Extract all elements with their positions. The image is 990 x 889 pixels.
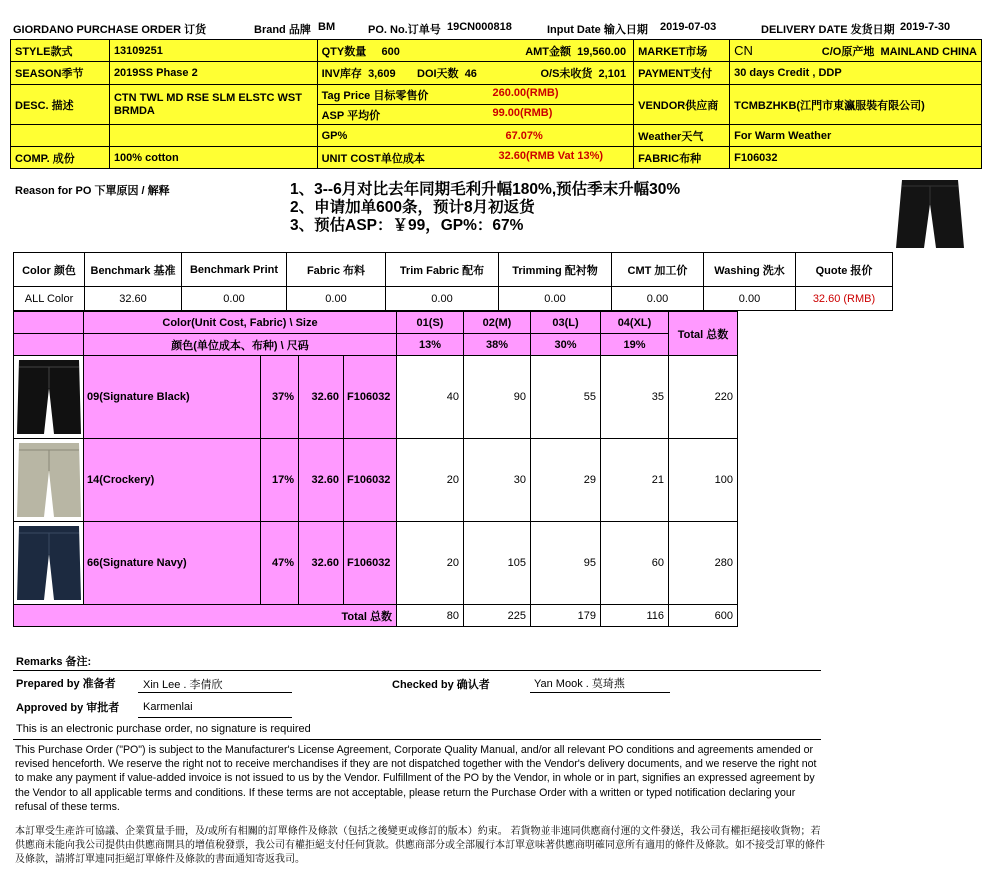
season-value: 2019SS Phase 2 [109, 62, 317, 85]
tag-price-cell [317, 85, 634, 105]
terms-chinese: 本訂單受生產許可協議、企業質量手冊，及/或所有相關的訂單條件及條款（包括之後變更或修訂的版本）約束。 若貨物並非連同供應商付運的文件發送，我公司有權拒絕接收貨物；若供應商未能向我公司提供由供應商開具的增值稅發票，我公司有權拒絕支付任何貨款。供應商部分或全部履行本訂單意味著供應商明確同意所有適用的條件及條款。如不接受訂單的條件及條款，請將訂單連同拒絕訂單條件及條款的書面通知寄返我司。 [15, 826, 825, 865]
electronic-note: This is an electronic purchase order, no signature is required [16, 723, 311, 735]
qty-label: QTY数量 [321, 45, 367, 58]
bench-header-color: Color 颜色 [14, 253, 85, 287]
bench-header-washing: Washing 洗水 [704, 253, 796, 287]
gp-value: 67.07% [505, 129, 543, 142]
prepared-underline [138, 692, 292, 693]
row-total: 220 [669, 356, 738, 439]
po-info-table [10, 39, 982, 169]
row-pct: 47% [261, 522, 299, 605]
qty-amt-cell [317, 40, 634, 62]
size-pct-xl: 19% [601, 334, 669, 356]
checked-label: Checked by 确认者 [392, 679, 490, 691]
asp-value: 99.00(RMB) [492, 106, 553, 119]
inv-cell [317, 62, 634, 85]
row-fabric: F106032 [344, 439, 397, 522]
blank-value [109, 125, 317, 147]
row-total: 280 [669, 522, 738, 605]
style-value: 13109251 [109, 40, 317, 62]
product-image [894, 178, 966, 254]
fabric-value: F106032 [730, 147, 982, 169]
doi-label: DOI天数 [417, 68, 459, 80]
market-value: CN [734, 42, 753, 58]
shorts-crockery-image [16, 441, 82, 519]
po-number-label: PO. No.订单号 [368, 24, 441, 36]
bench-value-quote: 32.60 (RMB) [796, 287, 893, 311]
bench-value-benchmark: 32.60 [85, 287, 182, 311]
grand-total-label: Total 总数 [14, 605, 397, 627]
swatch-cell [14, 522, 84, 605]
qty-cell: 20 [397, 522, 464, 605]
divider [13, 739, 821, 740]
qty-cell: 29 [531, 439, 601, 522]
qty-cell: 55 [531, 356, 601, 439]
row-color-name: 66(Signature Navy) [84, 522, 261, 605]
co-value: MAINLAND CHINA [880, 45, 977, 58]
table-row [14, 439, 738, 522]
unit-cost-cell [317, 147, 634, 169]
row-pct: 17% [261, 439, 299, 522]
vendor-value: TCMBZHKB(江門市東瀛服裝有限公司) [730, 85, 982, 125]
row-fabric: F106032 [344, 522, 397, 605]
qty-cell: 60 [601, 522, 669, 605]
market-label: MARKET市场 [634, 40, 730, 62]
swatch-cell [14, 439, 84, 522]
input-date-label: Input Date 输入日期 [547, 24, 648, 36]
qty-cell: 21 [601, 439, 669, 522]
prepared-label: Prepared by 准备者 [16, 678, 116, 690]
payment-value: 30 days Credit , DDP [730, 62, 982, 85]
row-color-name: 14(Crockery) [84, 439, 261, 522]
bench-value-washing: 0.00 [704, 287, 796, 311]
row-color-name: 09(Signature Black) [84, 356, 261, 439]
cs-header-line1: Color(Unit Cost, Fabric) \ Size [84, 312, 397, 334]
reason-label: Reason for PO 下單原因 / 解释 [15, 185, 170, 197]
bench-header-cmt: CMT 加工价 [612, 253, 704, 287]
po-title: GIORDANO PURCHASE ORDER 订货 [13, 24, 207, 36]
row-total: 100 [669, 439, 738, 522]
checked-underline [530, 692, 670, 693]
row-pct: 37% [261, 356, 299, 439]
qty-value: 600 [381, 45, 400, 58]
qty-cell: 40 [397, 356, 464, 439]
bench-value-cmt: 0.00 [612, 287, 704, 311]
asp-cell [317, 105, 634, 125]
style-label: STYLE款式 [11, 40, 110, 62]
desc-value: CTN TWL MD RSE SLM ELSTC WST BRMDA [109, 85, 317, 125]
payment-label: PAYMENT支付 [634, 62, 730, 85]
qty-cell: 105 [464, 522, 531, 605]
size-pct-l: 30% [531, 334, 601, 356]
bench-value-trimming: 0.00 [499, 287, 612, 311]
qty-cell: 20 [397, 439, 464, 522]
weather-label: Weather天气 [634, 125, 730, 147]
reason-line-1: 1、3--6月对比去年同期毛利升幅180%,预估季末升幅30% [290, 181, 681, 198]
qty-cell: 35 [601, 356, 669, 439]
approved-label: Approved by 审批者 [16, 702, 120, 714]
cs-total-header: Total 总数 [669, 312, 738, 356]
delivery-date-label: DELIVERY DATE 发货日期 [761, 24, 895, 36]
brand-value: BM [318, 21, 336, 33]
comp-label: COMP. 成份 [11, 147, 110, 169]
bench-header-trim-fabric: Trim Fabric 配布 [386, 253, 499, 287]
grand-total-row [14, 605, 738, 627]
remarks-label: Remarks 备注: [16, 656, 92, 668]
desc-label: DESC. 描述 [11, 85, 110, 125]
season-label: SEASON季节 [11, 62, 110, 85]
swatch-cell [14, 356, 84, 439]
bench-header-trimming: Trimming 配衬物 [499, 253, 612, 287]
grand-total-s: 80 [397, 605, 464, 627]
bench-value-print: 0.00 [182, 287, 287, 311]
shorts-black-image [16, 358, 82, 436]
tag-price-value: 260.00(RMB) [492, 86, 559, 99]
grand-total-xl: 116 [601, 605, 669, 627]
bench-header-print: Benchmark Print [182, 253, 287, 287]
asp-label: ASP 平均价 [321, 109, 381, 122]
approved-underline [138, 717, 292, 718]
cs-corner-2 [14, 334, 84, 356]
input-date: 2019-07-03 [660, 21, 717, 33]
reason-text [290, 181, 680, 235]
grand-total: 600 [669, 605, 738, 627]
co-label: C/O原产地 [821, 45, 875, 58]
cs-corner [14, 312, 84, 334]
os-label: O/S未收货 [540, 68, 593, 80]
benchmark-table [13, 252, 893, 311]
qty-cell: 90 [464, 356, 531, 439]
row-cost: 32.60 [299, 522, 344, 605]
approved-value: Karmenlai [143, 701, 193, 713]
size-name-xl: 04(XL) [601, 312, 669, 334]
bench-value-color: ALL Color [14, 287, 85, 311]
size-pct-s: 13% [397, 334, 464, 356]
unit-cost-label: UNIT COST单位成本 [321, 152, 425, 165]
weather-value: For Warm Weather [730, 125, 982, 147]
qty-cell: 95 [531, 522, 601, 605]
color-size-table [13, 311, 738, 627]
bench-header-fabric: Fabric 布料 [287, 253, 386, 287]
inv-value: 3,609 [368, 68, 396, 80]
size-name-m: 02(M) [464, 312, 531, 334]
row-fabric: F106032 [344, 356, 397, 439]
grand-total-l: 179 [531, 605, 601, 627]
size-name-l: 03(L) [531, 312, 601, 334]
doi-value: 46 [464, 68, 477, 80]
bench-value-trim-fabric: 0.00 [386, 287, 499, 311]
bench-header-quote: Quote 报价 [796, 253, 893, 287]
inv-label: INV库存 [321, 68, 362, 80]
cs-header-line2: 颜色(单位成本、布种) \ 尺码 [84, 334, 397, 356]
delivery-date: 2019-7-30 [900, 21, 951, 33]
market-cell [730, 40, 982, 62]
reason-line-2: 2、申请加单600条，预计8月初返货 [290, 199, 535, 216]
divider [13, 670, 821, 671]
bench-header-benchmark: Benchmark 基准 [85, 253, 182, 287]
po-number: 19CN000818 [447, 21, 512, 33]
size-name-s: 01(S) [397, 312, 464, 334]
blank-label [11, 125, 110, 147]
tag-price-label: Tag Price 目标零售价 [321, 89, 429, 102]
reason-line-3: 3、预估ASP：￥99，GP%：67% [290, 217, 524, 234]
terms-english: This Purchase Order ("PO") is subject to the Manufacturer's License Agreement, Corporate Quality Manual, and/or all relevant PO conditions and agreements amended or revised henceforth. We reserve the right not to receive merchandises if they are not dispatched together with the Vendor's delivery documents, and we reserve the right not to make any payment if value-added invoice is not issued to us by the Vendor. Fulfillment of the PO by the Vendor, in whole or in part, signifies an expressed agreement by the Vendor to all applicable terms and conditions. If these terms are not acceptable, please return the Purchase Order with a written or typed notification declaring your refusal of these terms. [15, 744, 817, 813]
fabric-label: FABRIC布种 [634, 147, 730, 169]
os-value: 2,101 [598, 68, 627, 80]
prepared-value: Xin Lee . 李倩欣 [143, 679, 223, 691]
size-pct-m: 38% [464, 334, 531, 356]
shorts-navy-image [16, 524, 82, 602]
comp-value: 100% cotton [109, 147, 317, 169]
brand-label: Brand 品牌 [254, 24, 311, 36]
row-cost: 32.60 [299, 356, 344, 439]
unit-cost-value: 32.60(RMB Vat 13%) [498, 149, 604, 162]
row-cost: 32.60 [299, 439, 344, 522]
table-row [14, 356, 738, 439]
gp-label: GP% [321, 129, 348, 142]
amt-label: AMT金额 [525, 45, 572, 58]
bench-value-fabric: 0.00 [287, 287, 386, 311]
gp-cell [317, 125, 634, 147]
checked-value: Yan Mook . 莫琦燕 [534, 678, 625, 690]
qty-cell: 30 [464, 439, 531, 522]
grand-total-m: 225 [464, 605, 531, 627]
vendor-label: VENDOR供应商 [634, 85, 730, 125]
amt-value: 19,560.00 [577, 45, 627, 58]
table-row [14, 522, 738, 605]
